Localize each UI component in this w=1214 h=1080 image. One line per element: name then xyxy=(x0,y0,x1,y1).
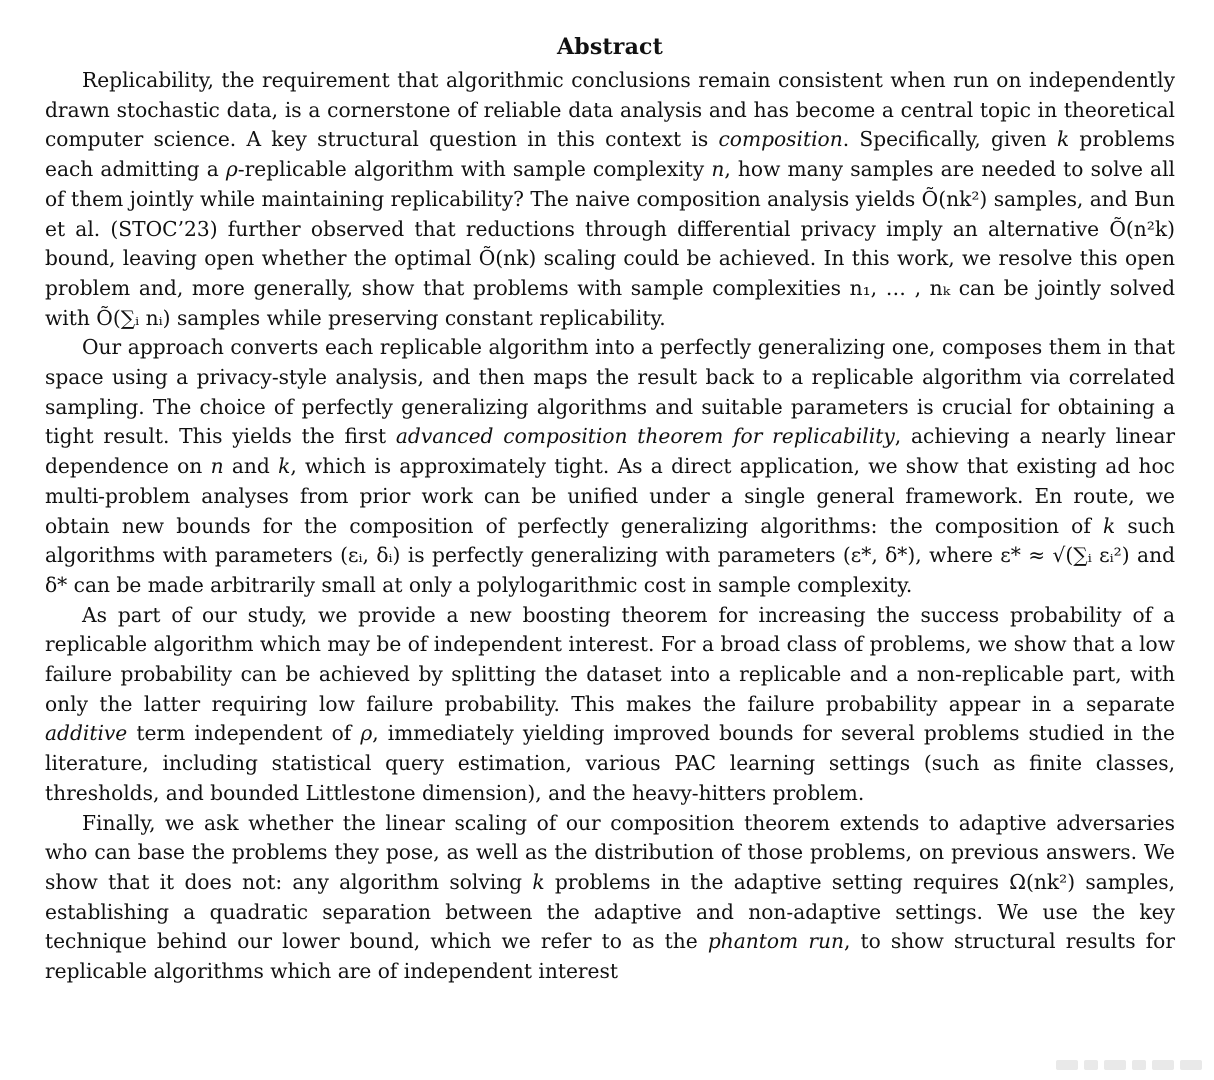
text-run: Finally, we ask whether the linear scaling of our composition theorem extends to adaptive adversaries who can base the problems they pose, as well as the distribution of those problems, on previous answers. We show that it does not: any algorithm solving xyxy=(45,810,1175,894)
abstract-paragraph-3 xyxy=(45,601,1175,809)
watermark-mark xyxy=(1084,1060,1098,1070)
italic-text: additive xyxy=(45,721,128,746)
abstract-title: Abstract xyxy=(556,34,663,60)
italic-text: phantom run xyxy=(707,929,844,954)
watermark-mark xyxy=(1152,1060,1174,1070)
text-run: Our approach converts each replicable algorithm into a perfectly generalizing one, composes them in that space using a privacy-style analysis, and then maps the result back to a replicable algorithm via correlated sampling. The choice of perfectly generalizing algorithms and suitable parameters is crucial for obtaining a tight result. This yields the first xyxy=(45,335,1175,449)
italic-text: k xyxy=(1102,513,1116,538)
text-run: , achieving a nearly linear dependence on xyxy=(45,424,1176,479)
watermark-glyphs xyxy=(1056,1060,1202,1070)
text-run: , to show structural results for replicable algorithms which are of independent interest xyxy=(45,929,1175,984)
italic-text: k xyxy=(532,869,545,894)
abstract-section xyxy=(45,30,1175,987)
text-run: -replicable algorithm with sample complexity xyxy=(237,157,712,182)
italic-text: n xyxy=(210,454,224,479)
abstract-body xyxy=(45,66,1175,987)
text-run: and xyxy=(223,454,279,479)
italic-text: composition xyxy=(718,127,843,152)
text-run: problems each admitting a xyxy=(45,127,1175,182)
text-run: Replicability, the requirement that algorithmic conclusions remain consistent when run on independently drawn stochastic data, is a cornerstone of reliable data analysis and has become a central topic in theoretical computer science. A key structural question in this context is xyxy=(45,68,1175,152)
italic-text: k xyxy=(1056,127,1070,152)
abstract-paragraph-2 xyxy=(45,333,1175,600)
text-run: As part of our study, we provide a new boosting theorem for increasing the success probability of a replicable algorithm which may be of independent interest. For a broad class of problems, we show that a low failure probability can be achieved by splitting the dataset into a replicable and a non-replicable part, with only the latter requiring low failure probability. This makes the failure probability appear in a separate xyxy=(45,602,1175,716)
watermark-mark xyxy=(1132,1060,1146,1070)
italic-text: k xyxy=(278,454,291,479)
text-run: , how many samples are needed to solve all of them jointly while maintaining replicability? The naive composition analysis yields Õ(nk²) samples, and Bun et al. (STOC’23) further observed that reductions through differential privacy imply an alternative Õ(n²k) bound, leaving open whether the optimal Õ(nk) scaling could be achieved. In this work, we resolve this open problem and, more generally, show that problems with sample complexities n₁, … , nₖ can be jointly solved with Õ(∑ᵢ nᵢ) samples while preserving constant replicability. xyxy=(45,157,1175,330)
italic-text: n xyxy=(711,157,725,182)
watermark-mark xyxy=(1056,1060,1078,1070)
text-run: term independent of xyxy=(127,721,361,746)
text-run: , which is approximately tight. As a direct application, we show that existing ad hoc multi-problem analyses from prior work can be unified under a single general framework. En route, we obtain new bounds for the composition of perfectly generalizing algorithms: the composition of xyxy=(45,454,1175,538)
italic-text: ρ xyxy=(360,721,373,746)
text-run: , immediately yielding improved bounds for several problems studied in the literature, including statistical query estimation, various PAC learning settings (such as finite classes, thresholds, and bounded Littlestone dimension), and the heavy-hitters problem. xyxy=(45,721,1175,805)
watermark-mark xyxy=(1104,1060,1126,1070)
text-run: problems in the adaptive setting requires Ω(nk²) samples, establishing a quadratic separation between the adaptive and non-adaptive settings. We use the key technique behind our lower bound, which we refer to as the xyxy=(45,869,1175,954)
italic-text: ρ xyxy=(225,157,238,182)
text-run: . Specifically, given xyxy=(842,127,1057,152)
watermark-mark xyxy=(1180,1060,1202,1070)
italic-text: advanced composition theorem for replicability xyxy=(395,424,895,449)
text-run: such algorithms with parameters (εᵢ, δᵢ) is perfectly generalizing with parameters (ε*, δ*), where ε* ≈ √(∑ᵢ εᵢ²) and δ* can be made arbitrarily small at only a polylogarithmic cost in sample complexity. xyxy=(45,513,1175,597)
abstract-paragraph-4 xyxy=(45,809,1175,987)
abstract-paragraph-1 xyxy=(45,66,1175,333)
